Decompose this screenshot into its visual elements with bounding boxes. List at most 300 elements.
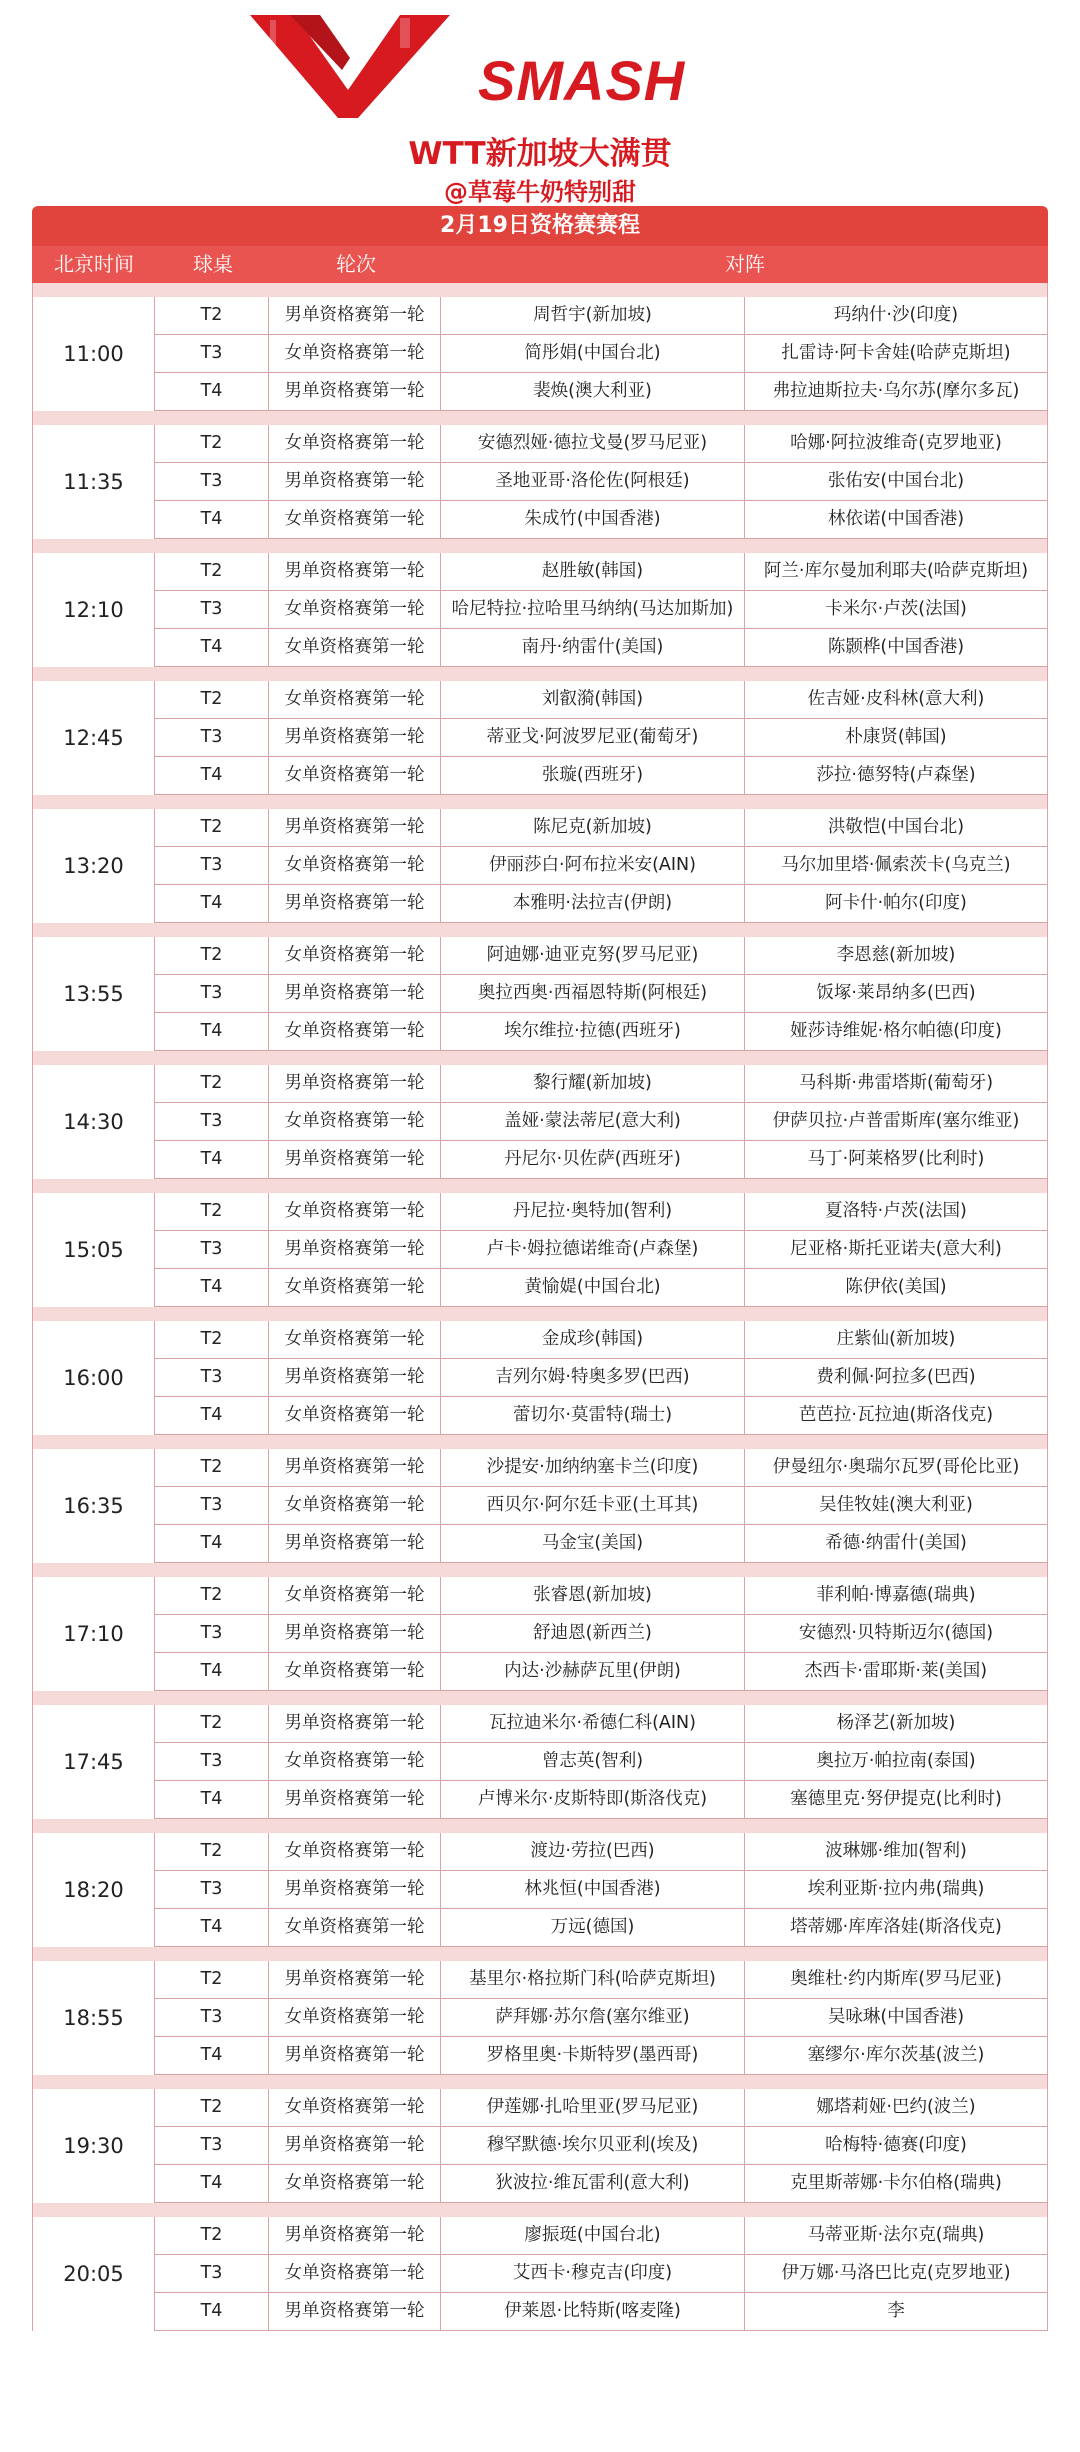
match-table: T4 <box>155 629 269 666</box>
match-row <box>155 2293 1048 2331</box>
match-table: T4 <box>155 1397 269 1434</box>
match-round: 男单资格赛第一轮 <box>269 297 441 334</box>
match-round: 女单资格赛第一轮 <box>269 847 441 884</box>
match-row <box>155 1013 1048 1051</box>
player-one: 基里尔·格拉斯门科(哈萨克斯坦) <box>441 1961 745 1998</box>
match-table: T3 <box>155 1231 269 1268</box>
column-header-table: 球桌 <box>193 252 233 276</box>
match-round: 女单资格赛第一轮 <box>269 1833 441 1870</box>
time-slot <box>32 1705 1048 1819</box>
author-handle: @草莓牛奶特别甜 <box>444 178 636 206</box>
match-table: T3 <box>155 1871 269 1908</box>
match-row <box>155 335 1048 373</box>
match-row <box>155 1525 1048 1563</box>
player-one: 伊莲娜·扎哈里亚(罗马尼亚) <box>441 2089 745 2126</box>
match-table: T4 <box>155 1909 269 1946</box>
player-one: 蒂亚戈·阿波罗尼亚(葡萄牙) <box>441 719 745 756</box>
slot-time: 16:35 <box>32 1449 155 1563</box>
player-two: 李恩慈(新加坡) <box>745 937 1048 974</box>
player-two: 吴咏琳(中国香港) <box>745 1999 1048 2036</box>
match-row <box>155 1487 1048 1525</box>
player-one: 裴焕(澳大利亚) <box>441 373 745 410</box>
time-slot <box>32 681 1048 795</box>
brand-wordmark: SMASH <box>478 49 686 112</box>
match-row <box>155 1743 1048 1781</box>
match-row <box>155 1909 1048 1947</box>
player-one: 瓦拉迪米尔·希德仁科(AIN) <box>441 1705 745 1742</box>
player-two: 伊萨贝拉·卢普雷斯库(塞尔维亚) <box>745 1103 1048 1140</box>
player-one: 卢卡·姆拉德诺维奇(卢森堡) <box>441 1231 745 1268</box>
player-one: 安德烈娅·德拉戈曼(罗马尼亚) <box>441 425 745 462</box>
player-one: 艾西卡·穆克吉(印度) <box>441 2255 745 2292</box>
column-header-round: 轮次 <box>336 252 376 276</box>
player-one: 狄波拉·维瓦雷利(意大利) <box>441 2165 745 2202</box>
match-round: 女单资格赛第一轮 <box>269 2165 441 2202</box>
time-slot <box>32 1833 1048 1947</box>
match-row <box>155 847 1048 885</box>
match-round: 男单资格赛第一轮 <box>269 373 441 410</box>
match-table: T3 <box>155 847 269 884</box>
match-row <box>155 1833 1048 1871</box>
time-slot <box>32 425 1048 539</box>
match-table: T4 <box>155 1141 269 1178</box>
player-two: 夏洛特·卢茨(法国) <box>745 1193 1048 1230</box>
player-two: 扎雷诗·阿卡舍娃(哈萨克斯坦) <box>745 335 1048 372</box>
match-row <box>155 591 1048 629</box>
player-two: 塔蒂娜·库库洛娃(斯洛伐克) <box>745 1909 1048 1946</box>
player-one: 哈尼特拉·拉哈里马纳纳(马达加斯加) <box>441 591 745 628</box>
match-table: T3 <box>155 719 269 756</box>
match-table: T3 <box>155 1615 269 1652</box>
match-round: 女单资格赛第一轮 <box>269 757 441 794</box>
player-one: 金成珍(韩国) <box>441 1321 745 1358</box>
match-row <box>155 1781 1048 1819</box>
slot-time: 13:55 <box>32 937 155 1051</box>
player-one: 伊莱恩·比特斯(喀麦隆) <box>441 2293 745 2330</box>
match-table: T3 <box>155 591 269 628</box>
match-round: 男单资格赛第一轮 <box>269 1705 441 1742</box>
player-two: 马丁·阿莱格罗(比利时) <box>745 1141 1048 1178</box>
player-one: 黎行耀(新加坡) <box>441 1065 745 1102</box>
player-two: 杨泽艺(新加坡) <box>745 1705 1048 1742</box>
time-slot <box>32 1321 1048 1435</box>
match-table: T4 <box>155 2037 269 2074</box>
player-two: 娜塔莉娅·巴约(波兰) <box>745 2089 1048 2126</box>
slot-time: 12:10 <box>32 553 155 667</box>
event-title: WTT新加坡大满贯 <box>408 136 672 172</box>
match-table: T3 <box>155 335 269 372</box>
slot-separator <box>32 667 1048 681</box>
column-header-matchup: 对阵 <box>725 252 765 276</box>
slot-time: 11:00 <box>32 297 155 411</box>
match-row <box>155 1615 1048 1653</box>
match-round: 男单资格赛第一轮 <box>269 1359 441 1396</box>
slot-time: 18:20 <box>32 1833 155 1947</box>
match-round: 男单资格赛第一轮 <box>269 809 441 846</box>
match-row <box>155 425 1048 463</box>
player-one: 阿迪娜·迪亚克努(罗马尼亚) <box>441 937 745 974</box>
player-two: 奥维杜·约内斯库(罗马尼亚) <box>745 1961 1048 1998</box>
match-table: T2 <box>155 553 269 590</box>
match-table: T3 <box>155 1359 269 1396</box>
match-row <box>155 1961 1048 1999</box>
time-slot <box>32 809 1048 923</box>
player-two: 安德烈·贝特斯迈尔(德国) <box>745 1615 1048 1652</box>
player-one: 蕾切尔·莫雷特(瑞士) <box>441 1397 745 1434</box>
slot-separator <box>32 1819 1048 1833</box>
player-one: 黄愉媞(中国台北) <box>441 1269 745 1306</box>
player-one: 罗格里奥·卡斯特罗(墨西哥) <box>441 2037 745 2074</box>
match-round: 男单资格赛第一轮 <box>269 2037 441 2074</box>
match-row <box>155 1269 1048 1307</box>
match-table: T4 <box>155 1525 269 1562</box>
match-table: T3 <box>155 463 269 500</box>
player-two: 波琳娜·维加(智利) <box>745 1833 1048 1870</box>
match-row <box>155 501 1048 539</box>
wtt-logo-icon <box>250 10 450 120</box>
match-round: 男单资格赛第一轮 <box>269 553 441 590</box>
match-round: 男单资格赛第一轮 <box>269 2127 441 2164</box>
match-row <box>155 1449 1048 1487</box>
player-two: 吴佳牧娃(澳大利亚) <box>745 1487 1048 1524</box>
match-round: 女单资格赛第一轮 <box>269 1487 441 1524</box>
player-one: 陈尼克(新加坡) <box>441 809 745 846</box>
match-table: T2 <box>155 1065 269 1102</box>
player-two: 佐吉娅·皮科林(意大利) <box>745 681 1048 718</box>
column-header-time: 北京时间 <box>54 252 134 276</box>
player-one: 奥拉西奥·西福恩特斯(阿根廷) <box>441 975 745 1012</box>
slot-time: 18:55 <box>32 1961 155 2075</box>
match-round: 男单资格赛第一轮 <box>269 2217 441 2254</box>
player-one: 穆罕默德·埃尔贝亚利(埃及) <box>441 2127 745 2164</box>
match-table: T3 <box>155 2127 269 2164</box>
match-table: T2 <box>155 1833 269 1870</box>
match-table: T2 <box>155 425 269 462</box>
player-one: 西贝尔·阿尔廷卡亚(土耳其) <box>441 1487 745 1524</box>
player-two: 陈伊依(美国) <box>745 1269 1048 1306</box>
slot-separator <box>32 1179 1048 1193</box>
player-one: 圣地亚哥·洛伦佐(阿根廷) <box>441 463 745 500</box>
player-two: 费利佩·阿拉多(巴西) <box>745 1359 1048 1396</box>
time-slot <box>32 1449 1048 1563</box>
match-row <box>155 1321 1048 1359</box>
match-table: T3 <box>155 2255 269 2292</box>
player-one: 渡边·劳拉(巴西) <box>441 1833 745 1870</box>
match-round: 女单资格赛第一轮 <box>269 425 441 462</box>
match-round: 女单资格赛第一轮 <box>269 681 441 718</box>
match-row <box>155 373 1048 411</box>
slot-separator <box>32 1307 1048 1321</box>
match-round: 男单资格赛第一轮 <box>269 719 441 756</box>
player-one: 林兆恒(中国香港) <box>441 1871 745 1908</box>
match-round: 男单资格赛第一轮 <box>269 1781 441 1818</box>
player-one: 埃尔维拉·拉德(西班牙) <box>441 1013 745 1050</box>
match-round: 女单资格赛第一轮 <box>269 1193 441 1230</box>
match-table: T4 <box>155 885 269 922</box>
player-two: 塞德里克·努伊提克(比利时) <box>745 1781 1048 1818</box>
player-two: 希德·纳雷什(美国) <box>745 1525 1048 1562</box>
player-two: 李 <box>745 2293 1048 2330</box>
player-one: 丹尼拉·奥特加(智利) <box>441 1193 745 1230</box>
match-table: T2 <box>155 1705 269 1742</box>
slot-time: 19:30 <box>32 2089 155 2203</box>
slot-time: 16:00 <box>32 1321 155 1435</box>
player-one: 伊丽莎白·阿布拉米安(AIN) <box>441 847 745 884</box>
match-table: T4 <box>155 2293 269 2330</box>
slot-separator <box>32 2075 1048 2089</box>
match-round: 男单资格赛第一轮 <box>269 885 441 922</box>
match-round: 女单资格赛第一轮 <box>269 335 441 372</box>
player-two: 哈娜·阿拉波维奇(克罗地亚) <box>745 425 1048 462</box>
player-one: 张睿恩(新加坡) <box>441 1577 745 1614</box>
player-one: 马金宝(美国) <box>441 1525 745 1562</box>
slot-separator <box>32 283 1048 297</box>
match-table: T4 <box>155 757 269 794</box>
schedule-table <box>32 206 1048 2331</box>
match-row <box>155 2255 1048 2293</box>
player-two: 林依诺(中国香港) <box>745 501 1048 538</box>
player-one: 萨拜娜·苏尔詹(塞尔维亚) <box>441 1999 745 2036</box>
match-round: 女单资格赛第一轮 <box>269 501 441 538</box>
match-table: T4 <box>155 373 269 410</box>
slot-time: 12:45 <box>32 681 155 795</box>
time-slot <box>32 1065 1048 1179</box>
match-table: T4 <box>155 1781 269 1818</box>
match-table: T3 <box>155 1487 269 1524</box>
player-two: 克里斯蒂娜·卡尔伯格(瑞典) <box>745 2165 1048 2202</box>
match-row <box>155 2037 1048 2075</box>
match-round: 女单资格赛第一轮 <box>269 1743 441 1780</box>
match-round: 女单资格赛第一轮 <box>269 1577 441 1614</box>
match-table: T2 <box>155 1321 269 1358</box>
match-table: T2 <box>155 937 269 974</box>
match-table: T4 <box>155 501 269 538</box>
player-two: 菲利帕·博嘉德(瑞典) <box>745 1577 1048 1614</box>
player-one: 卢博米尔·皮斯特即(斯洛伐克) <box>441 1781 745 1818</box>
match-round: 女单资格赛第一轮 <box>269 1103 441 1140</box>
player-two: 马尔加里塔·佩索茨卡(乌克兰) <box>745 847 1048 884</box>
match-row <box>155 1999 1048 2037</box>
player-one: 舒迪恩(新西兰) <box>441 1615 745 1652</box>
time-slot <box>32 297 1048 411</box>
match-row <box>155 719 1048 757</box>
match-table: T2 <box>155 297 269 334</box>
match-row <box>155 885 1048 923</box>
slot-separator <box>32 539 1048 553</box>
match-table: T2 <box>155 1577 269 1614</box>
match-round: 男单资格赛第一轮 <box>269 1141 441 1178</box>
match-row <box>155 937 1048 975</box>
match-round: 男单资格赛第一轮 <box>269 463 441 500</box>
match-row <box>155 809 1048 847</box>
player-two: 伊曼纽尔·奥瑞尔瓦罗(哥伦比亚) <box>745 1449 1048 1486</box>
header <box>0 0 1080 215</box>
match-row <box>155 629 1048 667</box>
match-round: 女单资格赛第一轮 <box>269 629 441 666</box>
match-row <box>155 1871 1048 1909</box>
match-table: T2 <box>155 1961 269 1998</box>
slot-separator <box>32 1435 1048 1449</box>
match-round: 女单资格赛第一轮 <box>269 1397 441 1434</box>
match-round: 女单资格赛第一轮 <box>269 2089 441 2126</box>
slot-time: 15:05 <box>32 1193 155 1307</box>
column-header-row <box>32 246 1048 283</box>
match-table: T3 <box>155 975 269 1012</box>
time-slot <box>32 937 1048 1051</box>
slot-separator <box>32 923 1048 937</box>
player-two: 芭芭拉·瓦拉迪(斯洛伐克) <box>745 1397 1048 1434</box>
slot-time: 11:35 <box>32 425 155 539</box>
time-slot <box>32 2089 1048 2203</box>
match-row <box>155 1653 1048 1691</box>
player-two: 埃利亚斯·拉内弗(瑞典) <box>745 1871 1048 1908</box>
player-two: 马蒂亚斯·法尔克(瑞典) <box>745 2217 1048 2254</box>
match-row <box>155 681 1048 719</box>
match-table: T4 <box>155 2165 269 2202</box>
slot-separator <box>32 1051 1048 1065</box>
match-row <box>155 975 1048 1013</box>
player-two: 杰西卡·雷耶斯·莱(美国) <box>745 1653 1048 1690</box>
match-round: 男单资格赛第一轮 <box>269 1065 441 1102</box>
player-two: 庄紫仙(新加坡) <box>745 1321 1048 1358</box>
schedule-title: 2月19日资格赛赛程 <box>32 206 1048 246</box>
player-two: 陈颢桦(中国香港) <box>745 629 1048 666</box>
match-round: 男单资格赛第一轮 <box>269 2293 441 2330</box>
match-row <box>155 1103 1048 1141</box>
match-row <box>155 297 1048 335</box>
match-table: T4 <box>155 1653 269 1690</box>
slot-time: 20:05 <box>32 2217 155 2331</box>
slot-separator <box>32 1947 1048 1961</box>
player-two: 玛纳什·沙(印度) <box>745 297 1048 334</box>
match-row <box>155 1141 1048 1179</box>
match-row <box>155 553 1048 591</box>
match-row <box>155 463 1048 501</box>
player-two: 尼亚格·斯托亚诺夫(意大利) <box>745 1231 1048 1268</box>
player-one: 盖娅·蒙法蒂尼(意大利) <box>441 1103 745 1140</box>
match-round: 女单资格赛第一轮 <box>269 1909 441 1946</box>
time-slot <box>32 1193 1048 1307</box>
match-table: T2 <box>155 2089 269 2126</box>
player-two: 弗拉迪斯拉夫·乌尔苏(摩尔多瓦) <box>745 373 1048 410</box>
player-two: 卡米尔·卢茨(法国) <box>745 591 1048 628</box>
match-table: T2 <box>155 1449 269 1486</box>
player-one: 万远(德国) <box>441 1909 745 1946</box>
time-slot <box>32 553 1048 667</box>
match-round: 女单资格赛第一轮 <box>269 1269 441 1306</box>
match-round: 女单资格赛第一轮 <box>269 1653 441 1690</box>
match-round: 男单资格赛第一轮 <box>269 1871 441 1908</box>
player-one: 简彤娟(中国台北) <box>441 335 745 372</box>
slot-separator <box>32 411 1048 425</box>
player-two: 伊万娜·马洛巴比克(克罗地亚) <box>745 2255 1048 2292</box>
time-slot <box>32 1961 1048 2075</box>
match-table: T2 <box>155 1193 269 1230</box>
slot-time: 17:10 <box>32 1577 155 1691</box>
match-table: T3 <box>155 1743 269 1780</box>
match-row <box>155 1231 1048 1269</box>
match-round: 男单资格赛第一轮 <box>269 1615 441 1652</box>
player-two: 阿兰·库尔曼加利耶夫(哈萨克斯坦) <box>745 553 1048 590</box>
match-round: 男单资格赛第一轮 <box>269 1449 441 1486</box>
match-row <box>155 2089 1048 2127</box>
match-round: 女单资格赛第一轮 <box>269 1999 441 2036</box>
player-one: 赵胜敏(韩国) <box>441 553 745 590</box>
match-round: 女单资格赛第一轮 <box>269 2255 441 2292</box>
match-row <box>155 1705 1048 1743</box>
player-two: 马科斯·弗雷塔斯(葡萄牙) <box>745 1065 1048 1102</box>
player-two: 洪敬恺(中国台北) <box>745 809 1048 846</box>
time-slot <box>32 2217 1048 2331</box>
match-row <box>155 757 1048 795</box>
player-two: 张佑安(中国台北) <box>745 463 1048 500</box>
time-slot <box>32 1577 1048 1691</box>
player-one: 本雅明·法拉吉(伊朗) <box>441 885 745 922</box>
player-one: 张璇(西班牙) <box>441 757 745 794</box>
match-table: T4 <box>155 1013 269 1050</box>
player-one: 丹尼尔·贝佐萨(西班牙) <box>441 1141 745 1178</box>
slot-separator <box>32 795 1048 809</box>
match-row <box>155 1193 1048 1231</box>
player-one: 周哲宇(新加坡) <box>441 297 745 334</box>
player-two: 娅莎诗维妮·格尔帕德(印度) <box>745 1013 1048 1050</box>
match-round: 男单资格赛第一轮 <box>269 975 441 1012</box>
player-two: 莎拉·德努特(卢森堡) <box>745 757 1048 794</box>
match-table: T4 <box>155 1269 269 1306</box>
match-row <box>155 1397 1048 1435</box>
player-two: 奥拉万·帕拉南(泰国) <box>745 1743 1048 1780</box>
player-one: 廖振珽(中国台北) <box>441 2217 745 2254</box>
match-round: 女单资格赛第一轮 <box>269 937 441 974</box>
slot-time: 14:30 <box>32 1065 155 1179</box>
match-table: T3 <box>155 1999 269 2036</box>
match-round: 女单资格赛第一轮 <box>269 1013 441 1050</box>
match-round: 男单资格赛第一轮 <box>269 1961 441 1998</box>
player-one: 内达·沙赫萨瓦里(伊朗) <box>441 1653 745 1690</box>
match-round: 女单资格赛第一轮 <box>269 591 441 628</box>
match-row <box>155 2127 1048 2165</box>
match-table: T2 <box>155 681 269 718</box>
match-round: 女单资格赛第一轮 <box>269 1321 441 1358</box>
match-row <box>155 1577 1048 1615</box>
player-two: 哈梅特·德赛(印度) <box>745 2127 1048 2164</box>
match-round: 男单资格赛第一轮 <box>269 1231 441 1268</box>
slot-separator <box>32 1563 1048 1577</box>
player-one: 沙提安·加纳纳塞卡兰(印度) <box>441 1449 745 1486</box>
match-table: T3 <box>155 1103 269 1140</box>
player-two: 阿卡什·帕尔(印度) <box>745 885 1048 922</box>
player-one: 刘叡漪(韩国) <box>441 681 745 718</box>
player-one: 朱成竹(中国香港) <box>441 501 745 538</box>
player-two: 塞缪尔·库尔茨基(波兰) <box>745 2037 1048 2074</box>
schedule-body <box>32 283 1048 2331</box>
player-one: 吉列尔姆·特奥多罗(巴西) <box>441 1359 745 1396</box>
player-one: 曾志英(智利) <box>441 1743 745 1780</box>
match-row <box>155 2165 1048 2203</box>
match-row <box>155 1359 1048 1397</box>
match-table: T2 <box>155 2217 269 2254</box>
match-table: T2 <box>155 809 269 846</box>
slot-separator <box>32 1691 1048 1705</box>
match-row <box>155 2217 1048 2255</box>
slot-time: 17:45 <box>32 1705 155 1819</box>
player-two: 朴康贤(韩国) <box>745 719 1048 756</box>
slot-separator <box>32 2203 1048 2217</box>
match-round: 男单资格赛第一轮 <box>269 1525 441 1562</box>
player-one: 南丹·纳雷什(美国) <box>441 629 745 666</box>
slot-time: 13:20 <box>32 809 155 923</box>
player-two: 饭塚·莱昂纳多(巴西) <box>745 975 1048 1012</box>
